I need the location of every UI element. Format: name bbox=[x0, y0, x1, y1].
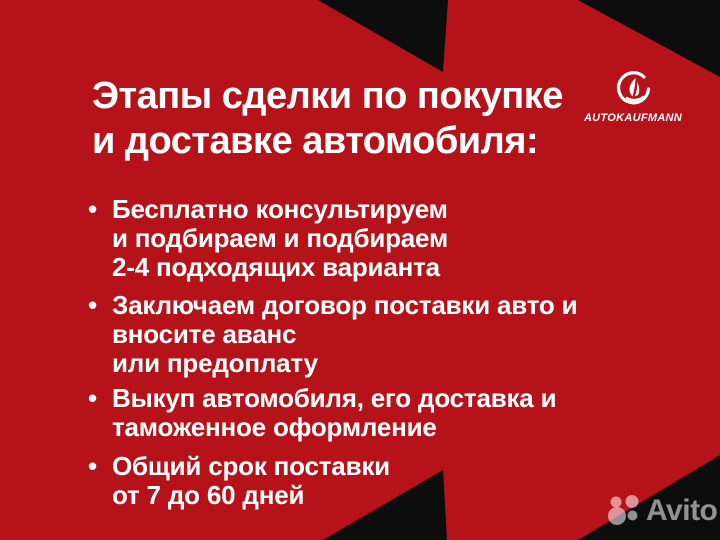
avito-dots-icon bbox=[607, 494, 643, 528]
list-item-text bbox=[112, 291, 577, 378]
bullet-icon: • bbox=[88, 451, 97, 481]
sail-logo-icon bbox=[613, 70, 653, 110]
list-item-text bbox=[112, 452, 390, 510]
list-item bbox=[88, 384, 556, 442]
brand-logo bbox=[578, 70, 688, 124]
list-item-text bbox=[112, 195, 448, 282]
avito-watermark bbox=[607, 494, 717, 528]
title-line-1: Этапы сделки по покупке bbox=[92, 75, 563, 117]
bullet-icon: • bbox=[88, 194, 97, 224]
list-item-line: таможенное оформление bbox=[112, 412, 437, 442]
avito-wordmark: Avito bbox=[646, 494, 718, 527]
bullet-icon: • bbox=[88, 383, 97, 413]
list-item-line: и подбираем и подбираем bbox=[112, 223, 449, 253]
brand-name: AUTOKAUFMANN bbox=[583, 112, 683, 124]
list-item-line: Общий срок поставки bbox=[112, 451, 390, 481]
list-item-line: Выкуп автомобиля, его доставка и bbox=[112, 383, 557, 413]
list-item bbox=[88, 195, 448, 282]
black-triangle-top-right bbox=[578, 0, 720, 77]
list-item-line: 2-4 подходящих варианта bbox=[112, 252, 440, 282]
page-title bbox=[92, 74, 563, 164]
list-item-line: Заключаем договор поставки авто и bbox=[112, 290, 578, 320]
list-item-line: вносите аванс bbox=[112, 319, 297, 349]
list-item-line: от 7 до 60 дней bbox=[112, 480, 305, 510]
list-item bbox=[88, 291, 577, 378]
list-item bbox=[88, 452, 390, 510]
list-item-line: или предоплату bbox=[112, 348, 318, 378]
title-line-2: и доставке автомобиля: bbox=[92, 120, 539, 162]
list-item-text bbox=[112, 384, 556, 442]
bullet-icon: • bbox=[88, 290, 97, 320]
black-wedge-top-center bbox=[318, 0, 448, 72]
list-item-line: Бесплатно консультируем bbox=[112, 194, 448, 224]
